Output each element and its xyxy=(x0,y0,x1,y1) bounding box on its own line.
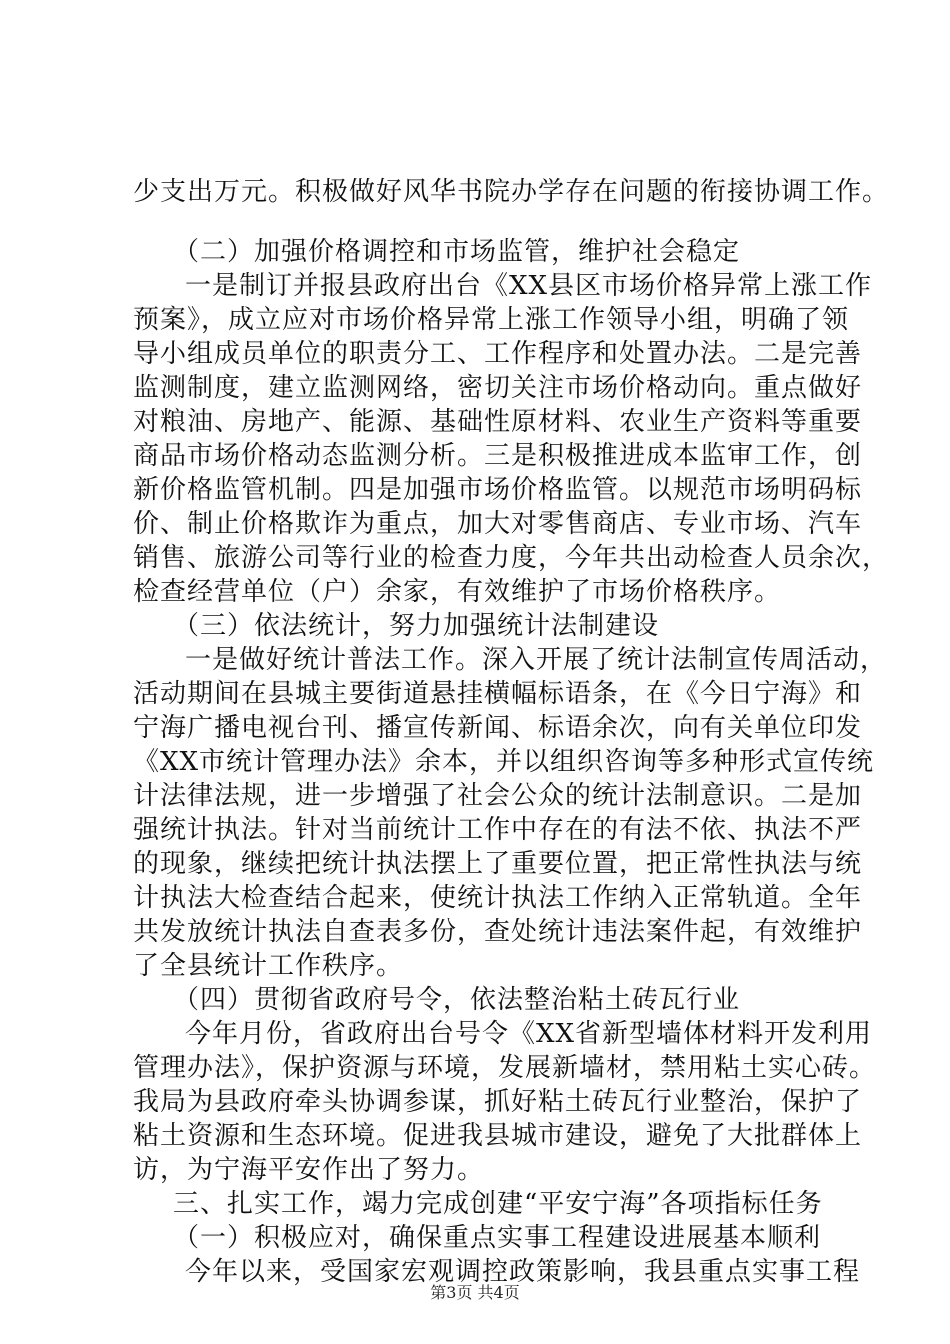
text-line: 活动期间在县城主要街道悬挂横幅标语条，在《今日宁海》和 xyxy=(133,679,863,709)
text-line: 我局为县政府牵头协调参谋，抓好粘土砖瓦行业整治，保护了 xyxy=(133,1087,863,1117)
text-line: 商品市场价格动态监测分析。三是积极推进成本监审工作，创 xyxy=(133,441,863,471)
text-line: 预案》，成立应对市场价格异常上涨工作领导小组，明确了领 xyxy=(133,305,850,335)
text-line: 少支出万元。积极做好风华书院办学存在问题的衔接协调工作。 xyxy=(133,177,890,207)
text-line: 《XX市统计管理办法》余本，并以组织咨询等多种形式宣传统 xyxy=(133,747,875,777)
text-line: 的现象，继续把统计执法摆上了重要位置，把正常性执法与统 xyxy=(133,849,863,879)
section-heading: 三、扎实工作，竭力完成创建“平安宁海”各项指标任务 xyxy=(173,1189,823,1219)
text-line: 了全县统计工作秩序。 xyxy=(133,951,404,981)
text-line: 一是做好统计普法工作。深入开展了统计法制宣传周活动， xyxy=(185,645,888,675)
text-line: 访，为宁海平安作出了努力。 xyxy=(133,1155,485,1185)
text-line: 共发放统计执法自查表多份，查处统计违法案件起，有效维护 xyxy=(133,917,863,947)
section-heading: （一）积极应对，确保重点实事工程建设进展基本顺利 xyxy=(173,1223,822,1253)
section-heading: （三）依法统计，努力加强统计法制建设 xyxy=(173,611,660,641)
text-line: 检查经营单位（户）余家，有效维护了市场价格秩序。 xyxy=(133,577,782,607)
text-line: 今年以来，受国家宏观调控政策影响，我县重点实事工程 xyxy=(185,1257,861,1287)
section-heading: （二）加强价格调控和市场监管，维护社会稳定 xyxy=(173,237,741,267)
page-number-footer: 第3页 共4页 xyxy=(430,1283,520,1302)
text-line: 导小组成员单位的职责分工、工作程序和处置办法。二是完善 xyxy=(133,339,863,369)
text-line: 粘土资源和生态环境。促进我县城市建设，避免了大批群体上 xyxy=(133,1121,863,1151)
text-line: 管理办法》，保护资源与环境，发展新墙材，禁用粘土实心砖。 xyxy=(133,1053,877,1083)
text-line: 强统计执法。针对当前统计工作中存在的有法不依、执法不严 xyxy=(133,815,863,845)
text-line: 宁海广播电视台刊、播宣传新闻、标语余次，向有关单位印发 xyxy=(133,713,863,743)
section-heading: （四）贯彻省政府号令，依法整治粘土砖瓦行业 xyxy=(173,985,741,1015)
text-line: 价、制止价格欺诈为重点，加大对零售商店、专业市场、汽车 xyxy=(133,509,863,539)
text-line: 一是制订并报县政府出台《XX县区市场价格异常上涨工作 xyxy=(185,271,873,301)
text-line: 计执法大检查结合起来，使统计执法工作纳入正常轨道。全年 xyxy=(133,883,863,913)
text-line: 新价格监管机制。四是加强市场价格监管。以规范市场明码标 xyxy=(133,475,863,505)
text-line: 对粮油、房地产、能源、基础性原材料、农业生产资料等重要 xyxy=(133,407,863,437)
text-line: 计法律法规，进一步增强了社会公众的统计法制意识。二是加 xyxy=(133,781,863,811)
text-line: 监测制度，建立监测网络，密切关注市场价格动向。重点做好 xyxy=(133,373,863,403)
text-line: 今年月份，省政府出台号令《XX省新型墙体材料开发利用 xyxy=(185,1019,873,1049)
text-line: 销售、旅游公司等行业的检查力度，今年共出动检查人员余次， xyxy=(133,543,890,573)
